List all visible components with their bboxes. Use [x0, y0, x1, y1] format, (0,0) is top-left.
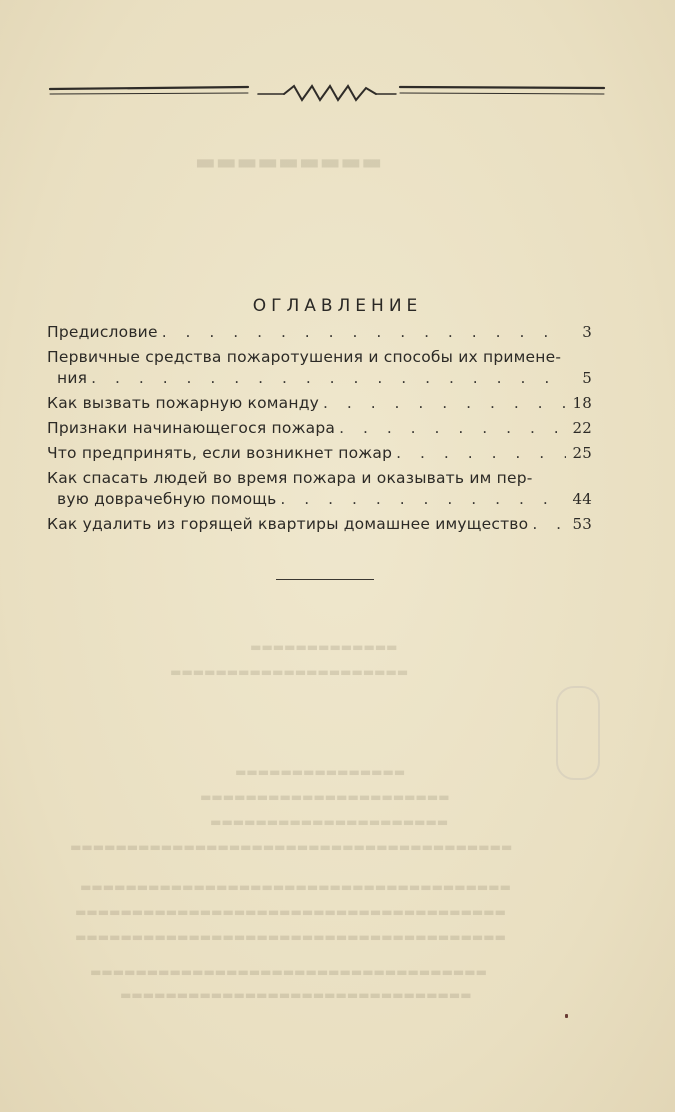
toc-page-number: 18	[572, 394, 592, 412]
dot-leader	[396, 443, 566, 464]
toc-entry-title: Как удалить из горящей квартиры домашнее имущество	[47, 515, 529, 533]
toc-entry	[47, 443, 592, 464]
table-of-contents	[47, 322, 592, 539]
dot-leader	[280, 489, 566, 510]
dot-leader	[339, 418, 566, 439]
toc-entry-title: Что предпринять, если возникнет пожар	[47, 444, 393, 462]
toc-entry	[47, 468, 592, 510]
toc-heading: ОГЛАВЛЕНИЕ	[252, 296, 423, 316]
toc-entry-title: Предисловие	[47, 323, 158, 341]
ink-speck	[565, 1014, 568, 1018]
toc-page-number: 44	[572, 490, 592, 508]
toc-entry-title: Как вызвать пожарную команду	[47, 394, 319, 412]
toc-entry	[47, 418, 592, 439]
faded-stamp	[556, 686, 600, 780]
toc-page-number: 53	[572, 515, 592, 533]
dot-leader	[323, 393, 566, 414]
toc-page-number: 22	[572, 419, 592, 437]
dot-leader	[162, 322, 566, 343]
book-page: ▬▬▬▬▬▬▬▬▬ ▬▬▬▬▬▬▬▬▬▬▬▬▬ ▬▬▬▬▬▬▬▬▬▬▬▬▬▬▬▬▬▬▬▬▬ ▬▬▬▬▬▬▬▬▬▬▬▬▬▬▬ ▬▬▬▬▬▬▬▬▬▬▬▬▬▬▬▬▬▬▬▬▬▬ ▬▬▬▬▬▬▬▬▬▬▬▬▬▬▬▬▬▬▬▬▬ ▬▬▬▬▬▬▬▬▬▬▬▬▬▬▬▬▬▬▬▬▬▬▬▬▬▬▬▬▬▬▬▬▬▬▬▬▬▬▬ ▬▬▬▬▬▬▬▬▬▬▬▬▬▬▬▬▬▬▬▬▬▬▬▬▬▬▬▬▬▬▬▬▬▬▬▬▬▬ ▬▬▬▬▬▬▬▬▬▬▬▬▬▬▬▬▬▬▬▬▬▬▬▬▬▬▬▬▬▬▬▬▬▬▬▬▬▬ ▬▬▬▬▬▬▬▬▬▬▬▬▬▬▬▬▬▬▬▬▬▬▬▬▬▬▬▬▬▬▬▬▬▬▬▬▬▬ ▬▬▬▬▬▬▬▬▬▬▬▬▬▬▬▬▬▬▬▬▬▬▬▬▬▬▬▬▬▬▬▬▬▬▬ ▬▬▬▬▬▬▬▬▬▬▬▬▬▬▬▬▬▬▬▬▬▬▬▬▬▬▬▬▬▬▬ ОГЛАВЛЕНИЕ Предисловие . . . 3 Первичные средства пожаротушения и способы их примене- ния . . . 5 Как вызвать пожарную команду . . . 18 Признаки начинающегося пожара . . . 22 Что предпринять, если возникнет пожар . . . 25 Как спасать людей во время пожара и оказывать им пер- вую доврачебную помощь . . . 44 Как удалить из горящей квартиры домашнее имущество . . . 53	[0, 0, 675, 1112]
decorative-header-ornament	[48, 78, 608, 112]
toc-entry	[47, 322, 592, 343]
toc-entry-title: Признаки начинающегося пожара	[47, 419, 336, 437]
toc-page-number: 3	[582, 323, 592, 341]
toc-page-number: 25	[572, 444, 592, 462]
toc-entry-title: Первичные средства пожаротушения и способы их примене-	[47, 348, 562, 366]
toc-entry	[47, 393, 592, 414]
toc-entry	[47, 514, 592, 535]
toc-page-number: 5	[582, 369, 592, 387]
toc-entry	[47, 347, 592, 389]
dot-leader	[91, 368, 566, 389]
toc-entry-title-continued: ния	[57, 369, 88, 387]
dot-leader	[532, 514, 566, 535]
toc-entry-title: Как спасать людей во время пожара и оказывать им пер-	[47, 469, 533, 487]
toc-entry-title-continued: вую доврачебную помощь	[57, 490, 277, 508]
section-divider	[276, 579, 374, 580]
